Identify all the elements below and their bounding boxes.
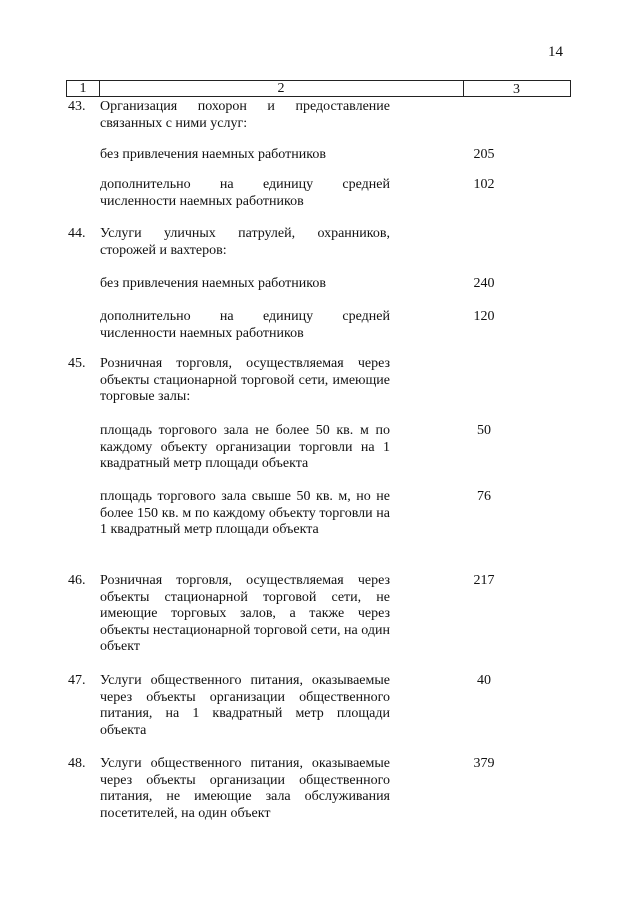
page-number: 14: [548, 44, 563, 60]
item-value: 240: [473, 276, 495, 291]
header-col-2: 2: [99, 81, 464, 96]
item-text: без привлечения наемных работников: [100, 276, 326, 291]
item-value: 50: [477, 423, 491, 438]
item-text: без привлечения наемных работников: [100, 147, 326, 162]
item-number: 47.: [68, 673, 86, 688]
header-col-1: 1: [67, 81, 100, 96]
item-text: Розничная торговля, осуществляемая через объекты стационарной торговой сети, не имеющие торговых залов, а также через объекты нестационарной торговой сети, на один объект: [100, 573, 390, 654]
item-text: Услуги общественного питания, оказываемые через объекты организации общественного питания, на 1 квадратный метр площади объекта: [100, 673, 390, 738]
item-text: дополнительно на единицу средней численности наемных работников: [100, 309, 390, 341]
item-text: дополнительно на единицу средней численности наемных работников: [100, 177, 390, 209]
item-value: 76: [477, 489, 491, 504]
item-text: Услуги уличных патрулей, охранников, сторожей и вахтеров:: [100, 226, 390, 258]
item-number: 44.: [68, 226, 86, 241]
item-number: 43.: [68, 99, 86, 114]
item-number: 48.: [68, 756, 86, 771]
item-value: 102: [473, 177, 495, 192]
item-text: Услуги общественного питания, оказываемые через объекты организации общественного питания, не имеющие зала обслуживания посетителей, на один объект: [100, 756, 390, 821]
item-value: 205: [473, 147, 495, 162]
item-value: 40: [477, 673, 491, 688]
item-text: площадь торгового зала не более 50 кв. м по каждому объекту организации торговли на 1 квадратный метр площади объекта: [100, 423, 390, 471]
item-text: Розничная торговля, осуществляемая через объекты стационарной торговой сети, имеющие торговые залы:: [100, 356, 390, 404]
item-number: 46.: [68, 573, 86, 588]
item-value: 379: [473, 756, 495, 771]
item-value: 120: [473, 309, 495, 324]
header-col-3: 3: [513, 82, 520, 97]
table-header: [66, 80, 571, 97]
item-number: 45.: [68, 356, 86, 371]
item-value: 217: [473, 573, 495, 588]
item-text: площадь торгового зала свыше 50 кв. м, но не более 150 кв. м по каждому объекту торговли на 1 квадратный метр площади объекта: [100, 489, 390, 537]
item-text: Организация похорон и предоставление связанных с ними услуг:: [100, 99, 390, 131]
